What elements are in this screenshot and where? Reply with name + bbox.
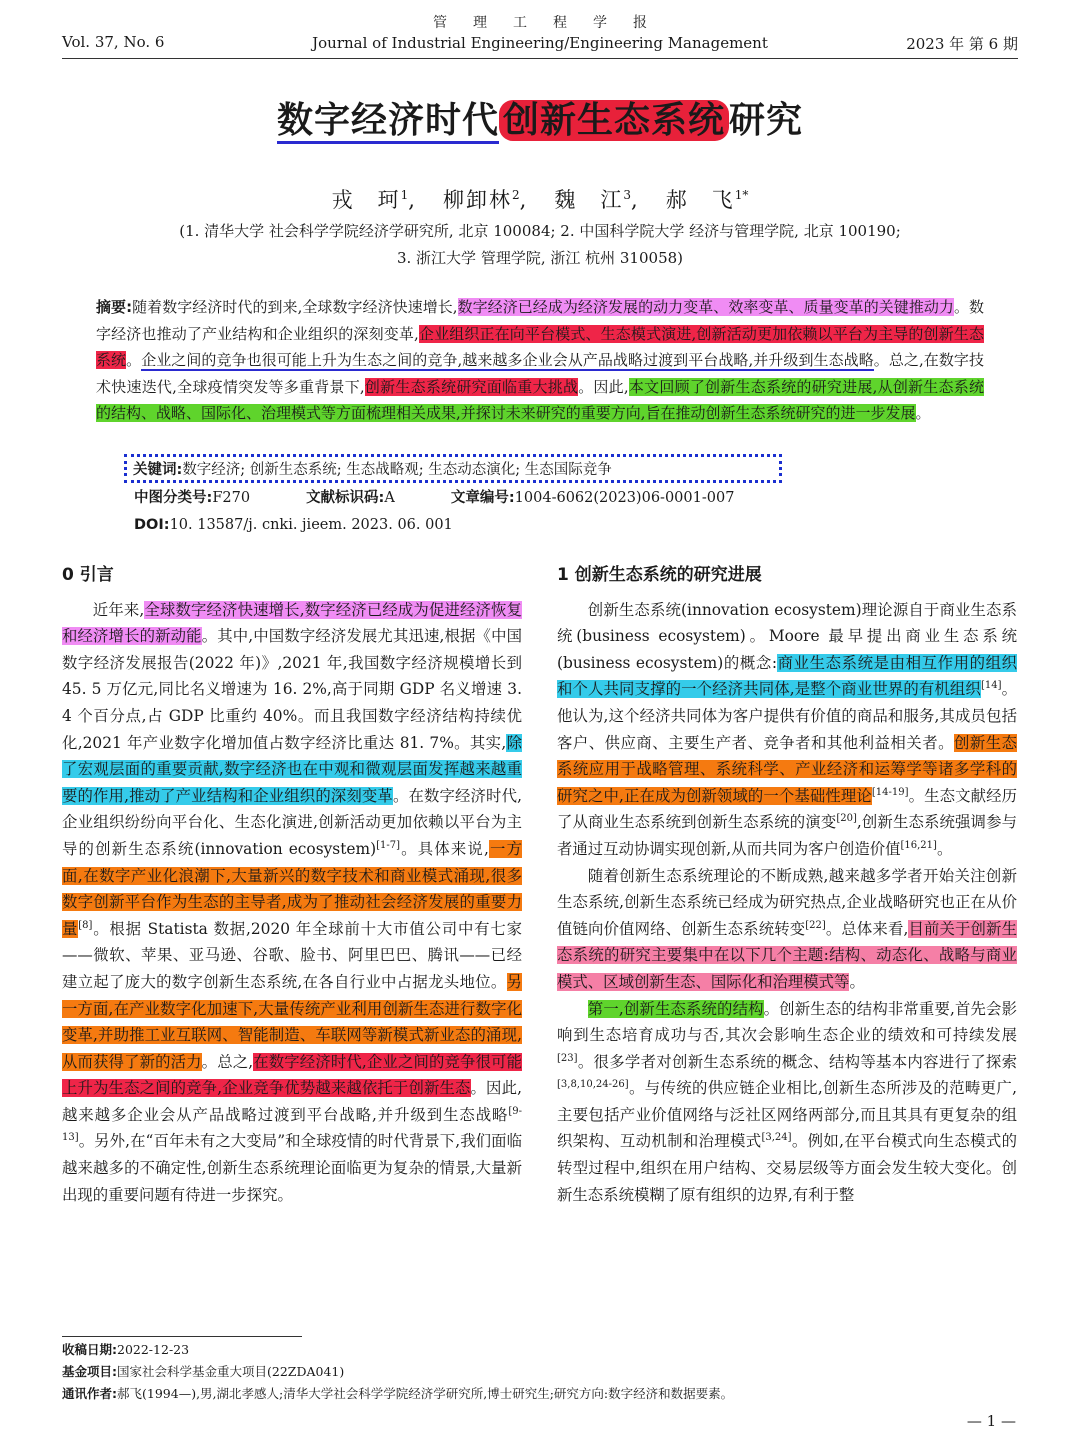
paragraph: 随着创新生态系统理论的不断成熟,越来越多学者开始关注创新生态系统,创新生态系统已经成为研究热点,企业战略研究也正在从价值链向价值网络、创新生态系统转变[22]。总体来看,目前关于创新生态系统的研究主要集中在以下几个主题:结构、动态化、战略与商业模式、区域创新生态、国际化和治理模式等。: [557, 866, 1017, 991]
clc-value: F270: [212, 490, 251, 506]
citation: [16,21]: [900, 839, 937, 851]
highlight-cyan: 除了宏观层面的重要贡献,数字经济也在中观和微观层面发挥越来越重要的作用,推动了产业结构和企业组织的深刻变革: [62, 733, 522, 805]
citation: [23]: [557, 1052, 578, 1064]
highlight-orange: 创新生态系统应用于战略管理、系统科学、产业经济和运筹学等诸多学科的研究之中,正在成为创新领域的一个基础性理论: [557, 733, 1017, 805]
citation: [20]: [836, 813, 857, 825]
paragraph: 近年来,全球数字经济快速增长,数字经济已经成为促进经济恢复和经济增长的新动能。其中,中国数字经济发展尤其迅速,根据《中国数字经济发展报告(2022 年)》,2021 年,我国数字经济规模增长到 45. 5 万亿元,同比名义增速为 16. 2%,高于同期 GDP 名义增速 3. 4 个百分点,占 GDP 比重约 40%。而且我国数字经济结构持续优化,2021 年产业数字化增加值占数字经济比重达 81. 7%。其实,除了宏观层面的重要贡献,数字经济也在中观和微观层面发挥越来越重要的作用,推动了产业结构和企业组织的深刻变革。在数字经济时代,企业组织纷纷向平台化、生态化演进,创新活动更加依赖以平台为主导的创新生态系统(innovation ecosystem)[1-7]。具体来说,一方面,在数字产业化浪潮下,大量新兴的数字技术和商业模式涌现,很多数字创新平台作为生态的主导者,成为了推动社会经济发展的重要力量[8]。根据 Statista 数据,2020 年全球前十大市值公司中有七家——微软、苹果、亚马逊、谷歌、脸书、阿里巴巴、腾讯——已经建立起了庞大的数字创新生态系统,在各自行业中占据龙头地位。另一方面,在产业数字化加速下,大量传统产业利用创新生态进行数字化变革,并助推工业互联网、智能制造、车联网等新模式新业态的涌现,从而获得了新的活力。总之,在数字经济时代,企业之间的竞争很可能上升为生态之间的竞争,企业竞争优势越来越依托于创新生态。因此,越来越多企业会从产品战略过渡到平台战略,并升级到生态战略[9-13]。另外,在“百年未有之大变局”和全球疫情的时代背景下,我们面临越来越多的不确定性,创新生态系统理论面临更为复杂的情景,大量新出现的重要问题有待进一步探究。: [62, 600, 522, 1204]
citation: [3,24]: [761, 1132, 792, 1144]
paper-title: [0, 92, 1080, 143]
right-column: [557, 562, 1017, 1208]
citation: [1-7]: [376, 839, 400, 851]
title-part-3: 研究: [729, 100, 804, 141]
citation: [14]: [980, 680, 1002, 692]
page-number: — 1 —: [966, 1412, 1016, 1430]
abstract-text: 。数字经济也推动了产业结构和企业组织的深刻变革,: [96, 298, 984, 343]
section-heading: 1 创新生态系统的研究进展: [557, 565, 762, 585]
author-list: 戎 珂$^1$, 柳卸林$^2$, 魏 江$^3$, 郝 飞$^{1*}$: [331, 188, 749, 212]
abstract-text: 。: [126, 351, 142, 370]
issue-date: 2023 年 第 6 期: [906, 35, 1018, 53]
doi-label: DOI:: [134, 517, 170, 533]
footnote-rule: [62, 1336, 302, 1337]
highlight-magenta: 全球数字经济快速增长,数字经济已经成为促进经济恢复和经济增长的新动能: [62, 600, 522, 646]
citation: [8]: [78, 919, 93, 931]
author-name: 戎 珂: [331, 188, 401, 212]
footnote-corresponding: 通讯作者:郝飞(1994—),男,湖北孝感人;清华大学社会科学学院经济学研究所,博士研究生;研究方向:数字经济和数据要素。: [62, 1386, 734, 1401]
section-heading: 0 引言: [62, 565, 114, 585]
highlight-cyan: 商业生态系统是由相互作用的组织和个人共同支撑的一个经济共同体,是整个商业世界的有机组织: [557, 653, 1017, 699]
classification-line: [134, 485, 734, 512]
author-name: 魏 江: [554, 188, 624, 212]
title-part-1: 数字经济时代: [277, 100, 499, 144]
author-affil-mark: 1*: [734, 188, 749, 202]
paragraph: 第一,创新生态系统的结构。创新生态的结构非常重要,首先会影响到生态培育成功与否,其次会影响生态企业的绩效和可持续发展[23]。很多学者对创新生态系统的概念、结构等基本内容进行了探索[3,8,10,24-26]。与传统的供应链企业相比,创新生态所涉及的范畴更广,主要包括产业价值网络与泛社区网络两部分,而且其具有更复杂的组织架构、互动机制和治理模式[3,24]。例如,在平台模式向生态模式的转型过程中,组织在用户结构、交易层级等方面会发生较大变化。创新生态系统模糊了原有组织的边界,有利于整: [557, 999, 1017, 1204]
citation: [22]: [805, 919, 826, 931]
highlight-pink: 目前关于创新生态系统的研究主要集中在以下几个主题:结构、动态化、战略与商业模式、区域创新生态、国际化和治理模式等: [557, 919, 1017, 991]
volume-issue: Vol. 37, No. 6: [62, 33, 165, 51]
highlight-red: 在数字经济时代,企业之间的竞争很可能上升为生态之间的竞争,企业竞争优势越来越依托于创新生态: [62, 1052, 522, 1098]
clc-label: 中图分类号:: [134, 490, 213, 506]
abstract-text: 。因此,: [578, 377, 629, 396]
highlight-orange: 另一方面,在产业数字化加速下,大量传统产业利用创新生态进行数字化变革,并助推工业互联网、智能制造、车联网等新模式新业态的涌现,从而获得了新的活力: [62, 972, 522, 1071]
footnote-received: 收稿日期:2022-12-23: [62, 1342, 190, 1357]
citation: [3,8,10,24-26]: [557, 1079, 629, 1091]
article-no-label: 文章编号:: [450, 490, 515, 506]
doi-value: 10. 13587/j. cnki. jieem. 2023. 06. 001: [169, 517, 453, 533]
author-name: 郝 飞: [665, 188, 735, 212]
abstract-text: 。总之,在数字技术快速迭代,全球疫情突发等多重背景下,: [96, 351, 984, 396]
keywords-text: 数字经济; 创新生态系统; 生态战略观; 生态动态演化; 生态国际竞争: [182, 462, 612, 478]
left-column: [62, 562, 522, 1208]
paragraph: 创新生态系统(innovation ecosystem)理论源自于商业生态系统(business ecosystem)。Moore 最早提出商业生态系统(business ecosystem)的概念:商业生态系统是由相互作用的组织和个人共同支撑的一个经济共同体,是整个商业世界的有机组织[14]。他认为,这个经济共同体为客户提供有价值的商品和服务,其成员包括客户、供应商、主要生产者、竞争者和其他利益相关者。创新生态系统应用于战略管理、系统科学、产业经济和运筹学等诸多学科的研究之中,正在成为创新领域的一个基础性理论[14-19]。生态文献经历了从商业生态系统到创新生态系统的演变[20],创新生态系统强调参与者通过互动协调实现创新,从而共同为客户创造价值[16,21]。: [557, 600, 1017, 858]
underline-blue: 企业之间的竞争也很可能上升为生态之间的竞争,越来越多企业会从产品战略过渡到平台战略,并升级到生态战略: [141, 351, 874, 370]
keywords-box: [124, 454, 782, 483]
abstract-label: 摘要:: [96, 298, 133, 316]
author-affil-mark: 2: [512, 188, 520, 202]
highlight-red: 企业组织正在向平台模式、生态模式演进,创新活动更加依赖以平台为主导的创新生态系统: [96, 324, 984, 370]
journal-name-en: Journal of Industrial Engineering/Engineering Management: [312, 34, 768, 52]
keywords-label: 关键词:: [133, 462, 183, 478]
highlight-red: 创新生态系统研究面临重大挑战: [364, 377, 579, 396]
abstract: [96, 294, 984, 427]
article-meta: [134, 485, 734, 539]
author-affil-mark: 1: [400, 188, 409, 202]
author-affil-mark: 3: [623, 188, 631, 202]
doc-code-value: A: [384, 490, 395, 506]
header-rule: [62, 58, 1018, 59]
author-name: 柳卸林: [443, 188, 512, 212]
abstract-text: 随着数字经济时代的到来,全球数字经济快速增长,: [132, 298, 458, 316]
highlight-green: 第一,创新生态系统的结构: [587, 999, 764, 1018]
journal-name-cn: 管理工程学报: [433, 15, 673, 31]
citation: [9-13]: [62, 1105, 522, 1144]
doc-code-label: 文献标识码:: [306, 490, 385, 506]
affiliation-line: (1. 清华大学 社会科学学院经济学研究所, 北京 100084; 2. 中国科学院大学 经济与管理学院, 北京 100190;: [179, 222, 901, 240]
doi-line: [134, 512, 734, 539]
highlight-magenta: 数字经济已经成为经济发展的动力变革、效率变革、质量变革的关键推动力: [457, 298, 954, 316]
article-no-value: 1004-6062(2023)06-0001-007: [514, 490, 735, 506]
footnote-fund: 基金项目:国家社会科学基金重大项目(22ZDA041): [62, 1364, 345, 1379]
footnotes: [62, 1339, 733, 1405]
title-part-2: 创新生态系统: [499, 100, 729, 141]
affiliations: [80, 218, 1000, 272]
affiliation-line: 3. 浙江大学 管理学院, 浙江 杭州 310058): [396, 249, 684, 267]
abstract-text: 。: [915, 404, 931, 423]
highlight-green: 本文回顾了创新生态系统的研究进展,从创新生态系统的结构、战略、国际化、治理模式等方面梳理相关成果,并探讨未来研究的重要方向,旨在推动创新生态系统研究的进一步发展: [96, 377, 984, 423]
highlight-orange: 一方面,在数字产业化浪潮下,大量新兴的数字技术和商业模式涌现,很多数字创新平台作为生态的主导者,成为了推动社会经济发展的重要力量: [62, 839, 522, 938]
citation: [14-19]: [871, 786, 909, 798]
